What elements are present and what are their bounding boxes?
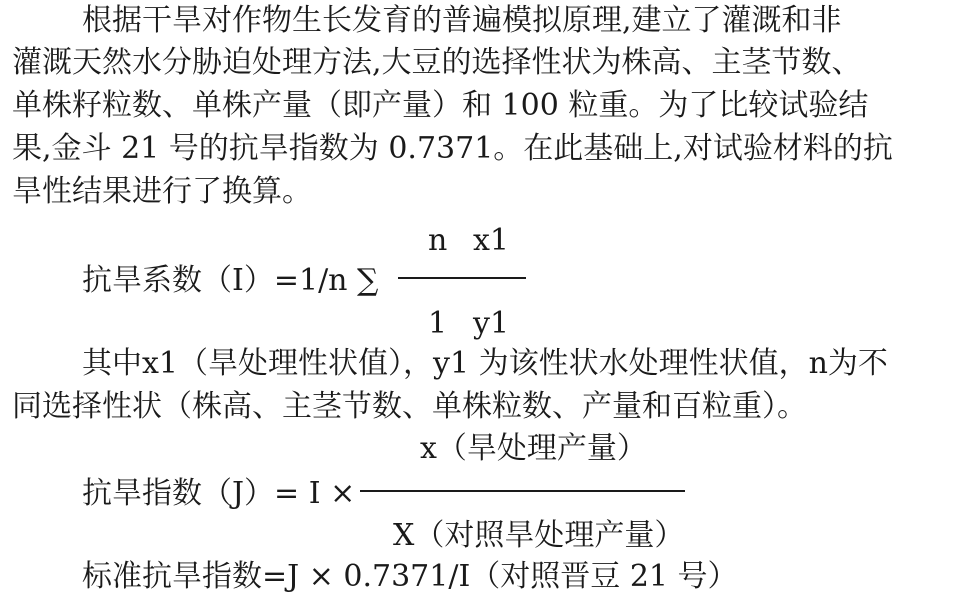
formula-1-numerator: x1	[473, 223, 510, 258]
formula-1-fraction-bar	[398, 277, 526, 279]
formula-3: 标准抗旱指数=J × 0.7371/I（对照晋豆 21 号）	[82, 559, 738, 594]
formula-2-numerator: x（旱处理产量）	[420, 431, 647, 466]
paragraph-2-line-1: 其中x1（旱处理性状值），y1 为该性状水处理性状值，n为不	[82, 346, 888, 381]
paragraph-2-line-2: 同选择性状（株高、主茎节数、单株粒数、产量和百粒重）。	[12, 389, 807, 424]
formula-1-lhs: 抗旱系数（I）=1/n ∑	[82, 263, 379, 298]
sum-lower-limit: 1	[428, 306, 448, 341]
paragraph-1-line-4: 果,金斗 21 号的抗旱指数为 0.7371。在此基础上,对试验材料的抗	[12, 131, 893, 166]
formula-2-denominator: X（对照旱处理产量）	[393, 518, 685, 553]
formula-2-lhs: 抗旱指数（J）= I ×	[82, 476, 356, 511]
paragraph-1-line-5: 旱性结果进行了换算。	[12, 174, 312, 209]
paragraph-1-line-2: 灌溉天然水分胁迫处理方法,大豆的选择性状为株高、主茎节数、	[12, 45, 862, 80]
sum-upper-limit: n	[428, 223, 448, 258]
formula-1-denominator: y1	[473, 306, 510, 341]
formula-2-fraction-bar	[360, 490, 685, 492]
paragraph-1-line-3: 单株籽粒数、单株产量（即产量）和 100 粒重。为了比较试验结	[12, 88, 869, 123]
paragraph-1-line-1: 根据干旱对作物生长发育的普遍模拟原理,建立了灌溉和非	[82, 3, 842, 38]
